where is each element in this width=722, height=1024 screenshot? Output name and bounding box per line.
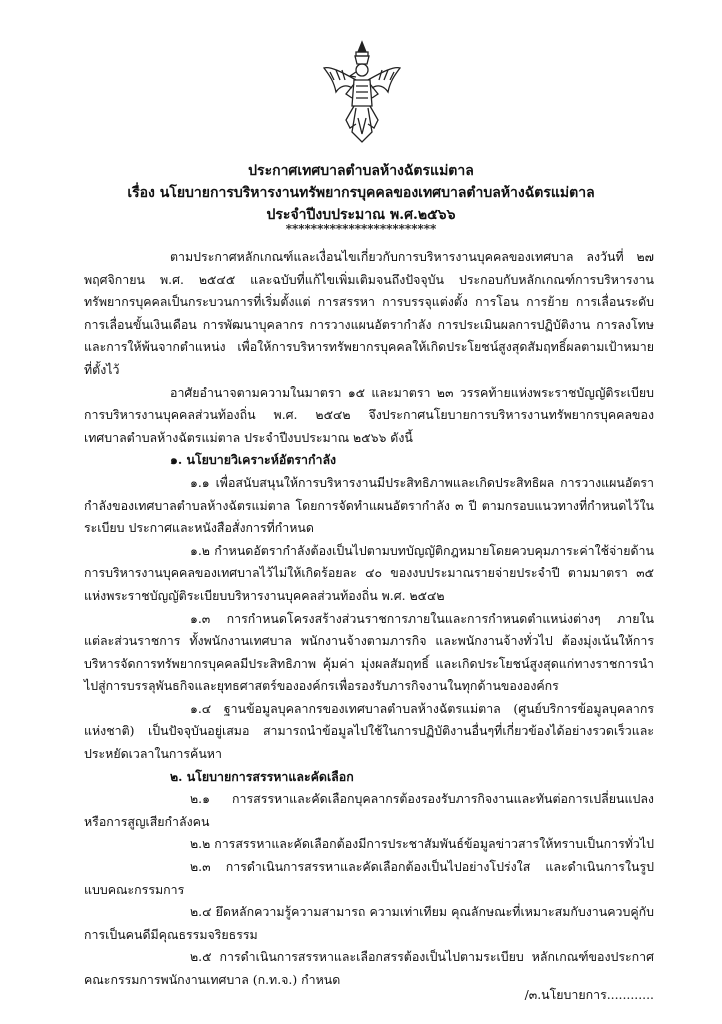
section-2-heading: ๒. นโยบายการสรรหาและคัดเลือก — [170, 768, 354, 784]
intro-paragraph-1: ตามประกาศหลักเกณฑ์และเงื่อนไขเกี่ยวกับการบริหารงานบุคคลของเทศบาล ลงวันที่ ๒๗ พฤศจิกายน พ.ศ. ๒๕๔๕ และฉบับที่แก้ไขเพิ่มเติมจนถึงปัจจุบัน ประกอบกับหลักเกณฑ์การบริหารงานทรัพยากรบุคคลเป็นกระบวนการที่เริ่มตั้งแต่ การสรรหา การบรรจุแต่งตั้ง การโอน การย้าย การเลื่อนระดับ การเลื่อนขั้นเงินเดือน การพัฒนาบุคลากร การวางแผนอัตรากำลัง การประเมินผลการปฏิบัติงาน การลงโทษ และการให้พ้นจากตำแหน่ง เพื่อให้การบริหารทรัพยากรบุคคลให้เกิดประโยชน์สูงสุดสัมฤทธิ์ผลตามเป้าหมายที่ตั้งไว้ — [84, 249, 654, 377]
announcement-subject: เรื่อง นโยบายการบริหารงานทรัพยากรบุคคลของเทศบาลตำบลห้างฉัตรแม่ตาล — [127, 185, 595, 201]
section-1-item: ๑.๔ ฐานข้อมูลบุคลากรของเทศบาลตำบลห้างฉัตรแม่ตาล (ศูนย์บริการข้อมูลบุคลากรแห่งชาติ) เป็นปัจจุบันอยู่เสมอ สามารถนำข้อมูลไปใช้ในการปฏิบัติงานอื่นๆที่เกี่ยวข้องได้อย่างรวดเร็วและประหยัดเวลาในการค้นหา — [84, 700, 654, 762]
document-body — [84, 246, 654, 992]
section-2-item: ๒.๔ ยึดหลักความรู้ความสามารถ ความเท่าเทียม คุณลักษณะที่เหมาะสมกับงานควบคู่กับการเป็นคนดีมีคุณธรรมจริยธรรม — [84, 904, 654, 942]
intro-paragraph-2: อาศัยอำนาจตามความในมาตรา ๑๕ และมาตรา ๒๓ วรรคท้ายแห่งพระราชบัญญัติระเบียบการบริหารงานบุคคลส่วนท้องถิ่น พ.ศ. ๒๕๔๒ จึงประกาศนโยบายการบริหารงานทรัพยากรบุคคลของเทศบาลตำบลห้างฉัตรแม่ตาล ประจำปีงบประมาณ ๒๕๖๖ ดังนี้ — [84, 384, 654, 445]
fiscal-year-line: ประจำปีงบประมาณ พ.ศ.๒๕๖๖ — [266, 207, 456, 223]
section-2-item: ๒.๓ การดำเนินการสรรหาและคัดเลือกต้องเป็นไปอย่างโปร่งใส และดำเนินการในรูปแบบคณะกรรมการ — [84, 859, 654, 897]
garuda-emblem-icon — [322, 38, 402, 148]
section-1-heading: ๑. นโยบายวิเคราะห์อัตรากำลัง — [170, 452, 337, 468]
announcement-title: ประกาศเทศบาลตำบลห้างฉัตรแม่ตาล — [248, 163, 474, 179]
section-1-item: ๑.๒ กำหนดอัตรากำลังต้องเป็นไปตามบทบัญญัติกฎหมายโดยควบคุมภาระค่าใช้จ่ายด้านการบริหารงานบุคคลของเทศบาลไว้ไม่ให้เกิดร้อยละ ๔๐ ของงบประมาณรายจ่ายประจำปี ตามมาตรา ๓๕ แห่งพระราชบัญญัติระเบียบบริหารงานบุคคลส่วนท้องถิ่น พ.ศ. ๒๕๔๒ — [84, 542, 654, 603]
star-divider: ************************ — [285, 222, 437, 236]
section-1-item: ๑.๓ การกำหนดโครงสร้างส่วนราชการภายในและการกำหนดตำแหน่งต่างๆ ภายในแต่ละส่วนราชการ ทั้งพนักงานเทศบาล พนักงานจ้างตามภารกิจ และพนักงานจ้างทั่วไป ต้องมุ่งเน้นให้การบริหารจัดการทรัพยากรบุคคลมีประสิทธิภาพ คุ้มค่า มุ่งผลสัมฤทธิ์ และเกิดประโยชน์สูงสุดแก่ทางราชการนำไปสู่การบรรลุพันธกิจและยุทธศาสตร์ขององค์กรเพื่อรองรับภารกิจงานในทุกด้านขององค์กร — [84, 610, 654, 694]
section-2-item: ๒.๒ การสรรหาและคัดเลือกต้องมีการประชาสัมพันธ์ข้อมูลข่าวสารให้ทราบเป็นการทั่วไป — [190, 836, 654, 852]
section-1-item: ๑.๑ เพื่อสนับสนุนให้การบริหารงานมีประสิทธิภาพและเกิดประสิทธิผล การวางแผนอัตรากำลังของเทศบาลตำบลห้างฉัตรแม่ตาล โดยการจัดทำแผนอัตรากำลัง ๓ ปี ตามกรอบแนวทางที่กำหนดไว้ในระเบียบ ประกาศและหนังสือสั่งการที่กำหนด — [84, 474, 654, 536]
section-2-item: ๒.๕ การดำเนินการสรรหาและเลือกสรรต้องเป็นไปตามระเบียบ หลักเกณฑ์ของประกาศคณะกรรมการพนักงานเทศบาล (ก.ท.จ.) กำหนด — [84, 949, 654, 987]
page-continuation: /๓.นโยบายการ............ — [524, 987, 654, 1002]
section-2-item: ๒.๑ การสรรหาและคัดเลือกบุคลากรต้องรองรับภารกิจงานและทันต่อการเปลี่ยนแปลงหรือการสูญเสียกำลังคน — [84, 791, 654, 829]
